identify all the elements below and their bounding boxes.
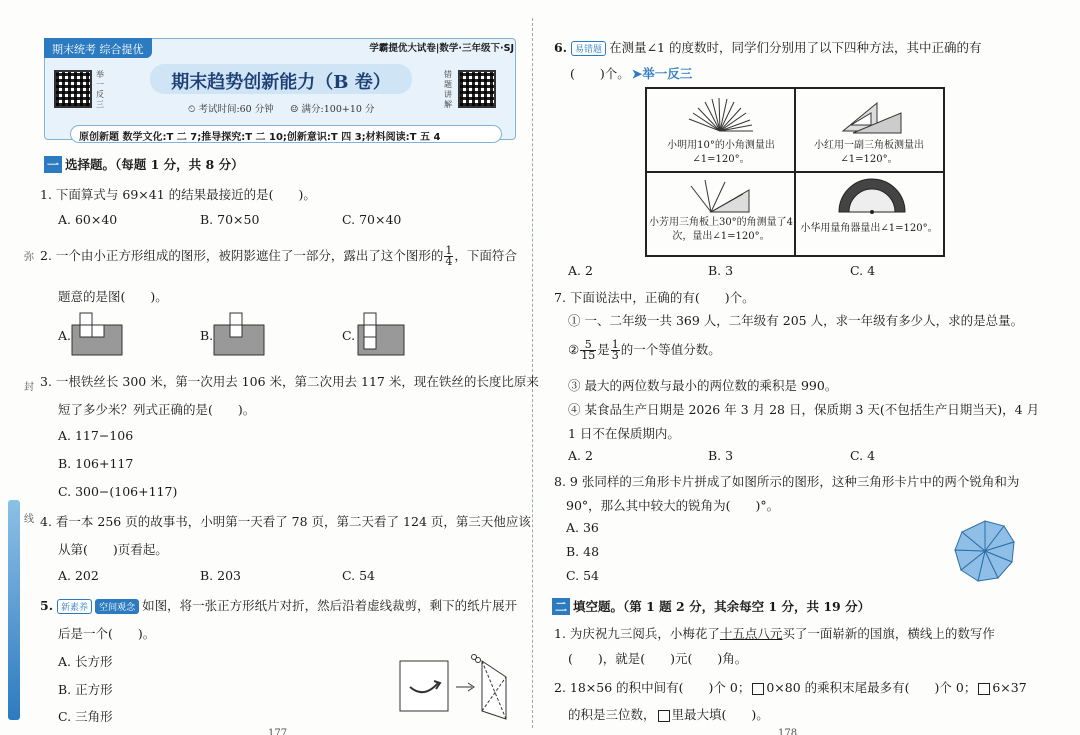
q4-stem: 4. 看一本 256 页的故事书，小明第一天看了 78 页，第二天看了 124 页，第三天他应该 [40, 514, 531, 529]
header-tag: 期末统考 综合提优 [44, 38, 152, 58]
q7-stem: 7. 下面说法中，正确的有( )个。 [554, 290, 755, 305]
q1-option-c[interactable]: C. 70×40 [342, 212, 402, 227]
q5-stem-line2: 后是一个( )。 [58, 626, 156, 641]
q7-statement-2: ② $\frac{5}{15}$ 是 $\frac{1}{3}$ 的一个等值分数。 [568, 338, 721, 362]
q7-statement-3: ③ 最大的两位数与最小的两位数的乘积是 990。 [568, 378, 838, 393]
q8-option-a[interactable]: A. 36 [566, 520, 599, 535]
q6-option-c[interactable]: C. 4 [850, 263, 876, 278]
q5-option-b[interactable]: B. 正方形 [58, 682, 113, 697]
q7-statement-4-line2: 1 日不在保质期内。 [568, 426, 680, 441]
q6-link[interactable]: ➤举一反三 [631, 66, 693, 81]
innovation-bar: 原创新题 数学文化:T 二 7;推导探究:T 二 10;创新意识:T 四 3;材料阅读:T 五 4 [70, 125, 502, 143]
margin-char-3: 线 [24, 514, 34, 525]
q6-protractor-figure [835, 176, 909, 216]
f2-box-2[interactable] [978, 683, 990, 695]
q6-thirty-degree-figure [677, 176, 757, 216]
q5-stem: 5. 新素养 空间观念 如图，将一张正方形纸片对折，然后沿着虚线裁剪，剩下的纸片展开 [40, 598, 518, 613]
q2-stem: 2. 一个由小正方形组成的图形，被阴影遮住了一部分，露出了这个图形的 $\frac{1}{4}$ ，下面符合 [40, 244, 517, 268]
q4-stem-line2: 从第( )页看起。 [58, 542, 168, 557]
q2-figure-b [212, 311, 268, 359]
q6-option-b[interactable]: B. 3 [708, 263, 734, 278]
q7-option-c[interactable]: C. 4 [850, 448, 876, 463]
q6-small-angles-figure [685, 93, 755, 133]
f1-stem: 1. 为庆祝九三阅兵，小梅花了十五点八元买了一面崭新的国旗，横线上的数写作 [554, 626, 995, 641]
q2-option-a[interactable]: A. [58, 328, 72, 343]
side-strip [8, 500, 20, 720]
qr-right-label: 错题讲解 [444, 70, 452, 109]
q7-option-b[interactable]: B. 3 [708, 448, 734, 463]
q6-cell-1-caption: 小明用10°的小角测量出∠1=120°。 [667, 140, 775, 165]
q6-cell-3-caption: 小芳用三角板上30°的角测量了4次，量出∠1=120°。 [648, 217, 794, 242]
q6-cell-2-caption: 小红用一副三角板测量出∠1=120°。 [814, 140, 924, 165]
q6-cell-4 [794, 171, 944, 256]
q8-stem-line2: 90°，那么其中较大的锐角为( )°。 [566, 498, 780, 513]
q7-option-a[interactable]: A. 2 [568, 448, 593, 463]
q7-statement-4: ④ 某食品生产日期是 2026 年 3 月 28 日，保质期 3 天(不包括生产日期当天)，4 月 [568, 402, 1040, 417]
page-number-left: 177 [268, 728, 288, 735]
exam-time: ⏲ 考试时间:60 分钟 [188, 104, 274, 115]
q2-option-c[interactable]: C. [342, 328, 356, 343]
q6-method-grid [645, 87, 945, 257]
qr-code-left-icon[interactable] [54, 70, 92, 108]
q5-folding-figure [398, 653, 522, 725]
q1-stem: 1. 下面算式与 69×41 的结果最接近的是( )。 [40, 187, 316, 202]
q6-cell-2 [794, 88, 944, 173]
q6-stem: 6. 易错题 在测量∠1 的度数时，同学们分别用了以下四种方法，其中正确的有 [554, 40, 982, 55]
q8-option-b[interactable]: B. 48 [566, 544, 600, 559]
series-label: 学霸提优大试卷|数学·三年级下·SJ [369, 43, 514, 54]
q6-stem-line2: ( )个。 ➤举一反三 [570, 66, 693, 81]
q2-figure-c [356, 311, 412, 359]
q6-option-a[interactable]: A. 2 [568, 263, 593, 278]
q8-pinwheel-figure [952, 518, 1018, 584]
page-title: 期末趋势创新能力（B 卷） [150, 64, 412, 94]
page-number-right: 178 [778, 728, 798, 735]
margin-char-1: 弥 [24, 252, 34, 263]
q4-option-a[interactable]: A. 202 [58, 568, 99, 583]
q2-figure-a [70, 311, 126, 359]
q4-option-c[interactable]: C. 54 [342, 568, 375, 583]
q1-option-b[interactable]: B. 70×50 [200, 212, 260, 227]
q5-option-a[interactable]: A. 长方形 [58, 654, 113, 669]
full-score: ☺ 满分:100+10 分 [290, 104, 375, 115]
qr-code-right-icon[interactable] [458, 70, 496, 108]
f1-stem-line2: ( )，就是( )元( )角。 [568, 651, 748, 666]
q5-option-c[interactable]: C. 三角形 [58, 709, 113, 724]
section-2-heading: 二 填空题。（第 1 题 2 分，其余每空 1 分，共 19 分） [552, 597, 870, 615]
q3-option-c[interactable]: C. 300−(106+117) [58, 484, 178, 499]
left-page [0, 0, 539, 735]
q3-stem-line2: 短了多少米？列式正确的是( )。 [58, 402, 256, 417]
q8-option-c[interactable]: C. 54 [566, 568, 599, 583]
q3-option-b[interactable]: B. 106+117 [58, 456, 134, 471]
q6-cell-4-caption: 小华用量角器量出∠1=120°。 [800, 223, 938, 234]
margin-char-2: 封 [24, 382, 34, 393]
q2-stem-line2: 题意的是图( )。 [58, 289, 168, 304]
qr-left-label: 举一反三 [96, 70, 104, 109]
q6-cell-1 [646, 88, 796, 173]
f2-box-3[interactable] [658, 710, 670, 722]
q6-set-squares-figure [837, 95, 907, 135]
q3-option-a[interactable]: A. 117−106 [58, 428, 134, 443]
section-1-heading: 一 选择题。（每题 1 分，共 8 分） [44, 155, 244, 173]
f2-box-1[interactable] [752, 683, 764, 695]
q7-statement-1: ① 一、二年级一共 369 人，二年级有 205 人，求一年级有多少人，求的是总量。 [568, 313, 1024, 328]
q4-option-b[interactable]: B. 203 [200, 568, 241, 583]
q6-cell-3 [646, 171, 796, 256]
f2-stem-line2: 的积是三位数， 里最大填( )。 [568, 707, 769, 722]
q1-option-a[interactable]: A. 60×40 [58, 212, 118, 227]
q3-stem: 3. 一根铁丝长 300 米，第一次用去 106 米，第二次用去 117 米，现在铁丝的长度比原来 [40, 374, 539, 389]
f2-stem: 2. 18×56 的积中间有( )个 0； 0×80 的乘积末尾最多有( )个 0； 6×37 [554, 680, 1027, 695]
q2-option-b[interactable]: B. [200, 328, 214, 343]
q8-stem: 8. 9 张同样的三角形卡片拼成了如图所示的图形，这种三角形卡片中的两个锐角和为 [554, 474, 1020, 489]
